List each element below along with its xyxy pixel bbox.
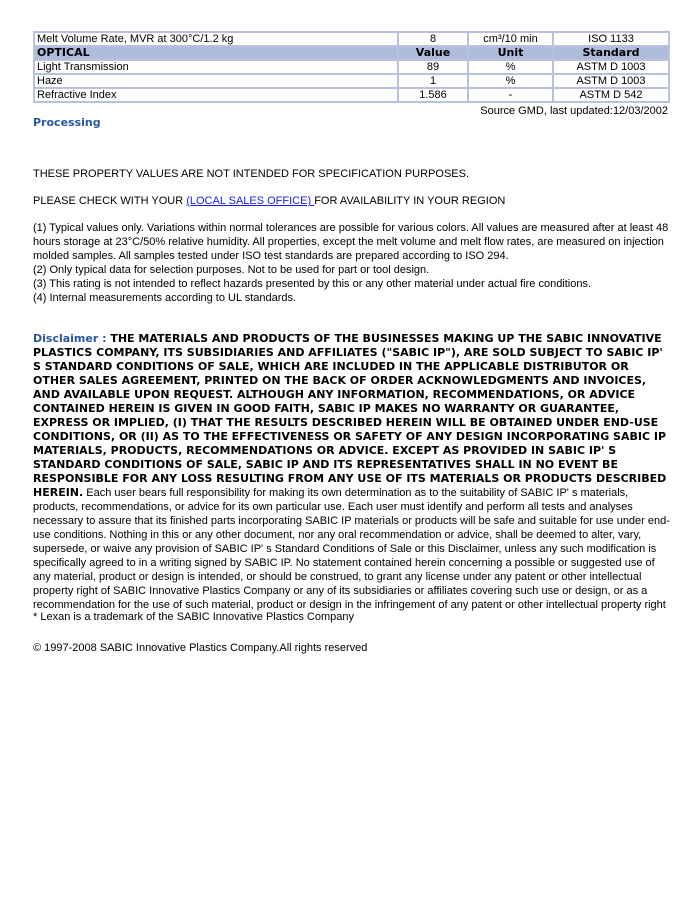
cell-unit: %	[468, 60, 553, 74]
table-row	[34, 32, 669, 46]
table-row	[34, 88, 669, 102]
footnotes	[33, 221, 673, 305]
footnote-3: (3) This rating is not intended to reflect hazards presented by this or any other material under actual fire conditions.	[33, 278, 592, 290]
properties-table	[33, 31, 670, 103]
cell-value: 1.586	[398, 88, 468, 102]
cell-standard: Standard	[553, 46, 669, 60]
cell-value: 89	[398, 60, 468, 74]
table-row	[34, 60, 669, 74]
availability-prefix: PLEASE CHECK WITH YOUR	[33, 195, 187, 207]
footnote-1: (1) Typical values only. Variations within normal tolerances are possible for various colors. All values are measured after at least 48 hours storage at 23°C/50% relative humidity. All properties, except the melt volume and melt flow rates, are measured on injection molded samples. All samples tested under ISO test standards are prepared according to ISO 294.	[33, 222, 669, 262]
cell-value: 1	[398, 74, 468, 88]
trademark-note: * Lexan is a trademark of the SABIC Innovative Plastics Company	[33, 611, 354, 623]
footnote-4: (4) Internal measurements according to UL standards.	[33, 292, 297, 304]
cell-value: Value	[398, 46, 468, 60]
cell-unit: Unit	[468, 46, 553, 60]
source-note: Source GMD, last updated:12/03/2002	[480, 105, 668, 117]
local-sales-office-link[interactable]: (LOCAL SALES OFFICE)	[186, 195, 315, 207]
cell-property: Haze	[34, 74, 398, 88]
disclaimer-bold-text: THE MATERIALS AND PRODUCTS OF THE BUSINESSES MAKING UP THE SABIC INNOVATIVE PLASTICS COMPANY, ITS SUBSIDIARIES AND AFFILIATES ("SABIC IP"), ARE SOLD SUBJECT TO SABIC IP' S STANDARD CONDITIONS OF SALE, WHICH ARE INCLUDED IN THE APPLICABLE DISTRIBUTOR OR OTHER SALES AGREEMENT, PRINTED ON THE BACK OF ORDER ACKNOWLEDGMENTS AND INVOICES, AND AVAILABLE UPON REQUEST. ALTHOUGH ANY INFORMATION, RECOMMENDATIONS, OR ADVICE CONTAINED HEREIN IS GIVEN IN GOOD FAITH, SABIC IP MAKES NO WARRANTY OR GUARANTEE, EXPRESS OR IMPLIED, (I) THAT THE RESULTS DESCRIBED HEREIN WILL BE OBTAINED UNDER END-USE CONDITIONS, OR (II) AS TO THE EFFECTIVENESS OR SAFETY OF ANY DESIGN INCORPORATING SABIC IP MATERIALS, PRODUCTS, RECOMMENDATIONS OR ADVICE. EXCEPT AS PROVIDED IN SABIC IP' S STANDARD CONDITIONS OF SALE, SABIC IP AND ITS REPRESENTATIVES SHALL IN NO EVENT BE RESPONSIBLE FOR ANY LOSS RESULTING FROM ANY USE OF ITS MATERIALS OR PRODUCTS DESCRIBED HEREIN.	[33, 332, 667, 499]
processing-link[interactable]: Processing	[33, 116, 101, 129]
cell-property: Melt Volume Rate, MVR at 300°C/1.2 kg	[34, 32, 398, 46]
cell-unit: %	[468, 74, 553, 88]
availability-suffix: FOR AVAILABILITY IN YOUR REGION	[314, 195, 506, 207]
disclaimer-body-text: Each user bears full responsibility for making its own determination as to the suitability of SABIC IP' s materials, products, recommendations, or advice for its own particular use. Each user must identify and perform all tests and analyses necessary to assure that its finished parts incorporating SABIC IP materials or products will be safe and suitable for use under end-use conditions. Nothing in this or any other document, nor any oral recommendation or advice, shall be deemed to alter, vary, supersede, or waive any provision of SABIC IP' s Standard Conditions of Sale or this Disclaimer, unless any such modification is specifically agreed to in a writing signed by SABIC IP. No statement contained herein concerning a possible or suggested use of any material, product or design is intended, or should be construed, to grant any license under any patent or other intellectual property right of SABIC Innovative Plastics Company or any of its subsidiaries or affiliates covering such use or design, or as a recommendation for the use of such material, product or design in the infringement of any patent or other intellectual property right	[33, 487, 670, 611]
table-section-header	[34, 46, 669, 60]
cell-property: OPTICAL	[34, 46, 398, 60]
properties-section	[33, 31, 668, 129]
cell-property: Refractive Index	[34, 88, 398, 102]
cell-property: Light Transmission	[34, 60, 398, 74]
footnote-2: (2) Only typical data for selection purposes. Not to be used for part or tool design.	[33, 264, 430, 276]
cell-standard: ASTM D 1003	[553, 74, 669, 88]
cell-unit: -	[468, 88, 553, 102]
disclaimer-label: Disclaimer :	[33, 332, 111, 345]
specification-notice: THESE PROPERTY VALUES ARE NOT INTENDED FOR SPECIFICATION PURPOSES.	[33, 168, 470, 180]
disclaimer	[33, 332, 673, 612]
cell-unit: cm³/10 min	[468, 32, 553, 46]
copyright: © 1997-2008 SABIC Innovative Plastics Company.All rights reserved	[33, 642, 368, 654]
availability-notice	[33, 194, 505, 208]
cell-value: 8	[398, 32, 468, 46]
cell-standard: ASTM D 1003	[553, 60, 669, 74]
cell-standard: ASTM D 542	[553, 88, 669, 102]
table-row	[34, 74, 669, 88]
cell-standard: ISO 1133	[553, 32, 669, 46]
